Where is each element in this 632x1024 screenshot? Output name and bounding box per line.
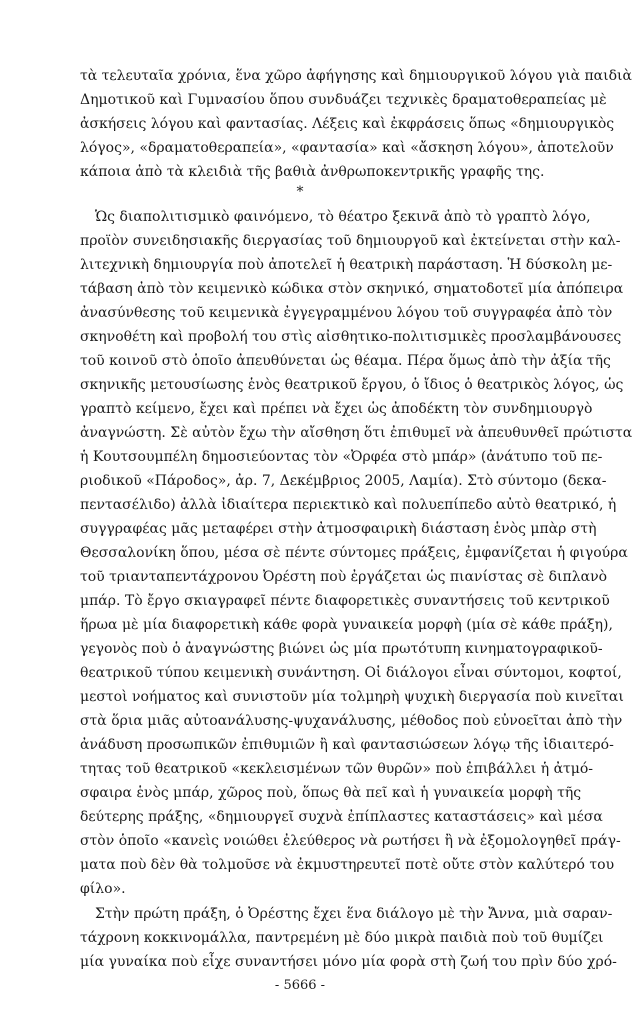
text-line: ἀναγνώστη. Σὲ αὐτὸν ἔχω τὴν αἴσθηση ὅτι ἐπιθυμεῖ νὰ ἀπευθυνθεῖ πρώτιστα xyxy=(80,425,632,441)
text-line: τητας τοῦ θεατρικοῦ «κεκλεισμένων τῶν θυρῶν» ποὺ ἐπιβάλλει ἡ ἀτμό- xyxy=(80,761,594,777)
text-line: λιτεχνικὴ δημιουργία ποὺ ἀποτελεῖ ἡ θεατρικὴ παράσταση. Ἡ δύσκολη με- xyxy=(80,257,613,273)
text-line: μεστοὶ νοήματος καὶ συνιστοῦν μία τολμηρὴ ψυχικὴ διεργασία ποὺ κινεῖται xyxy=(80,689,624,705)
text-line: στὸν ὁποῖο «κανεὶς νοιώθει ἐλεύθερος νὰ ρωτήσει ἢ νὰ ἐξομολογηθεῖ πράγ- xyxy=(80,833,621,849)
text-line: ἥρωα μὲ μία διαφορετικὴ κάθε φορὰ γυναικεία μορφὴ (μία σὲ κάθε πράξη), xyxy=(80,617,613,633)
text-line: Ὡς διαπολιτισμικὸ φαινόμενο, τὸ θέατρο ξεκινᾶ ἀπὸ τὸ γραπτὸ λόγο, xyxy=(95,209,591,225)
text-line: πεντασέλιδο) ἀλλὰ ἰδιαίτερα περιεκτικὸ καὶ πολυεπίπεδο αὐτὸ θεατρικό, ἡ xyxy=(80,497,617,513)
text-line: ριοδικοῦ «Πάροδος», ἀρ. 7, Δεκέμβριος 2005, Λαμία). Στὸ σύντομο (δεκα- xyxy=(80,473,607,489)
text-line: ἀσκήσεις λόγου καὶ φαντασίας. Λέξεις καὶ ἐκφράσεις ὅπως «δημιουργικὸς xyxy=(80,116,615,132)
text-line: Δημοτικοῦ καὶ Γυμνασίου ὅπου συνδυάζει τεχνικὲς δραματοθεραπείας μὲ xyxy=(80,92,607,108)
text-line: τάβαση ἀπὸ τὸν κειμενικὸ κώδικα στὸν σκηνικό, σηματοδοτεῖ μία ἀπόπειρα xyxy=(80,281,624,297)
page-number: - 5666 - xyxy=(274,978,326,993)
text-line: προϊὸν συνειδησιακῆς διεργασίας τοῦ δημιουργοῦ καὶ ἐκτείνεται στὴν καλ- xyxy=(80,233,621,249)
text-line: σκηνικῆς μετουσίωσης ἑνὸς θεατρικοῦ ἔργου, ὁ ἴδιος ὁ θεατρικὸς λόγος, ὡς xyxy=(80,377,624,393)
text-line: θεατρικοῦ τύπου κειμενικὴ συνάντηση. Οἱ διάλογοι εἶναι σύντομοι, κοφτοί, xyxy=(80,665,622,681)
text-line: συγγραφέας μᾶς μεταφέρει στὴν ἀτμοσφαιρικὴ διάσταση ἑνὸς μπὰρ στὴ xyxy=(80,521,597,537)
text-line: κάποια ἀπὸ τὰ κλειδιὰ τῆς βαθιὰ ἀνθρωποκεντρικῆς γραφῆς της. xyxy=(80,164,545,180)
text-line: τοῦ κοινοῦ στὸ ὁποῖο ἀπευθύνεται ὡς θέαμα. Πέρα ὅμως ἀπὸ τὴν ἀξία τῆς xyxy=(80,353,611,369)
text-line: Στὴν πρώτη πράξη, ὁ Ὀρέστης ἔχει ἕνα διάλογο μὲ τὴν Ἄννα, μιὰ σαραν- xyxy=(95,906,613,922)
text-line: μία γυναίκα ποὺ εἶχε συναντήσει μόνο μία φορὰ στὴ ζωή του πρὶν δύο χρό- xyxy=(80,954,617,970)
text-line: δεύτερης πράξης, «δημιουργεῖ συχνὰ ἐπίπλαστες καταστάσεις» καὶ μέσα xyxy=(80,809,603,825)
text-line: γεγονὸς ποὺ ὁ ἀναγνώστης βιώνει ὡς μία πρωτότυπη κινηματογραφικοῦ- xyxy=(80,641,603,657)
text-line: ἀνάδυση προσωπικῶν ἐπιθυμιῶν ἢ καὶ φαντασιώσεων λόγῳ τῆς ἰδιαιτερό- xyxy=(80,737,614,753)
text-line: τοῦ τριανταπεντάχρονου Ὀρέστη ποὺ ἐργάζεται ὡς πιανίστας σὲ διπλανὸ xyxy=(80,569,608,585)
text-line: ματα ποὺ δὲν θὰ τολμοῦσε νὰ ἐκμυστηρευτεῖ ποτὲ οὔτε στὸν καλύτερό του xyxy=(80,857,615,873)
text-line: σφαιρα ἑνὸς μπάρ, χῶρος ποὺ, ὅπως θὰ πεῖ καὶ ἡ γυναικεία μορφὴ τῆς xyxy=(80,785,582,801)
text-line: φίλο». xyxy=(80,881,126,897)
section-separator: * xyxy=(296,184,304,200)
text-line: γραπτὸ κείμενο, ἔχει καὶ πρέπει νὰ ἔχει ὡς ἀποδέκτη τὸν συνδημιουργὸ xyxy=(80,401,593,417)
text-line: ἀνασύνθεσης τοῦ κειμενικὰ ἐγγεγραμμένου λόγου τοῦ συγγραφέα ἀπὸ τὸν xyxy=(80,305,613,321)
text-line: Θεσσαλονίκη ὅπου, μέσα σὲ πέντε σύντομες πράξεις, ἐμφανίζεται ἡ φιγούρα xyxy=(80,545,628,561)
text-line: στὰ ὅρια μιᾶς αὐτοανάλυσης-ψυχανάλυσης, μέθοδος ποὺ εὐνοεῖται ἀπὸ τὴν xyxy=(80,713,623,729)
text-line: τὰ τελευταῖα χρόνια, ἕνα χῶρο ἀφήγησης καὶ δημιουργικοῦ λόγου γιὰ παιδιὰ xyxy=(80,68,632,84)
text-line: τάχρονη κοκκινομάλλα, παντρεμένη μὲ δύο μικρὰ παιδιὰ ποὺ τοῦ θυμίζει xyxy=(80,930,604,946)
text-line: μπάρ. Τὸ ἔργο σκιαγραφεῖ πέντε διαφορετικὲς συναντήσεις τοῦ κεντρικοῦ xyxy=(80,593,610,609)
text-line: ἡ Κουτσουμπέλη δημοσιεύοντας τὸν «Ὀρφέα στὸ μπάρ» (ἀνάτυπο τοῦ πε- xyxy=(80,449,603,465)
text-line: σκηνοθέτη καὶ προβολή του στὶς αἰσθητικο-πολιτισμικὲς προσλαμβάνουσες xyxy=(80,329,622,345)
text-line: λόγος», «δραματοθεραπεία», «φαντασία» καὶ «ἄσκηση λόγου», ἀποτελοῦν xyxy=(80,140,614,156)
